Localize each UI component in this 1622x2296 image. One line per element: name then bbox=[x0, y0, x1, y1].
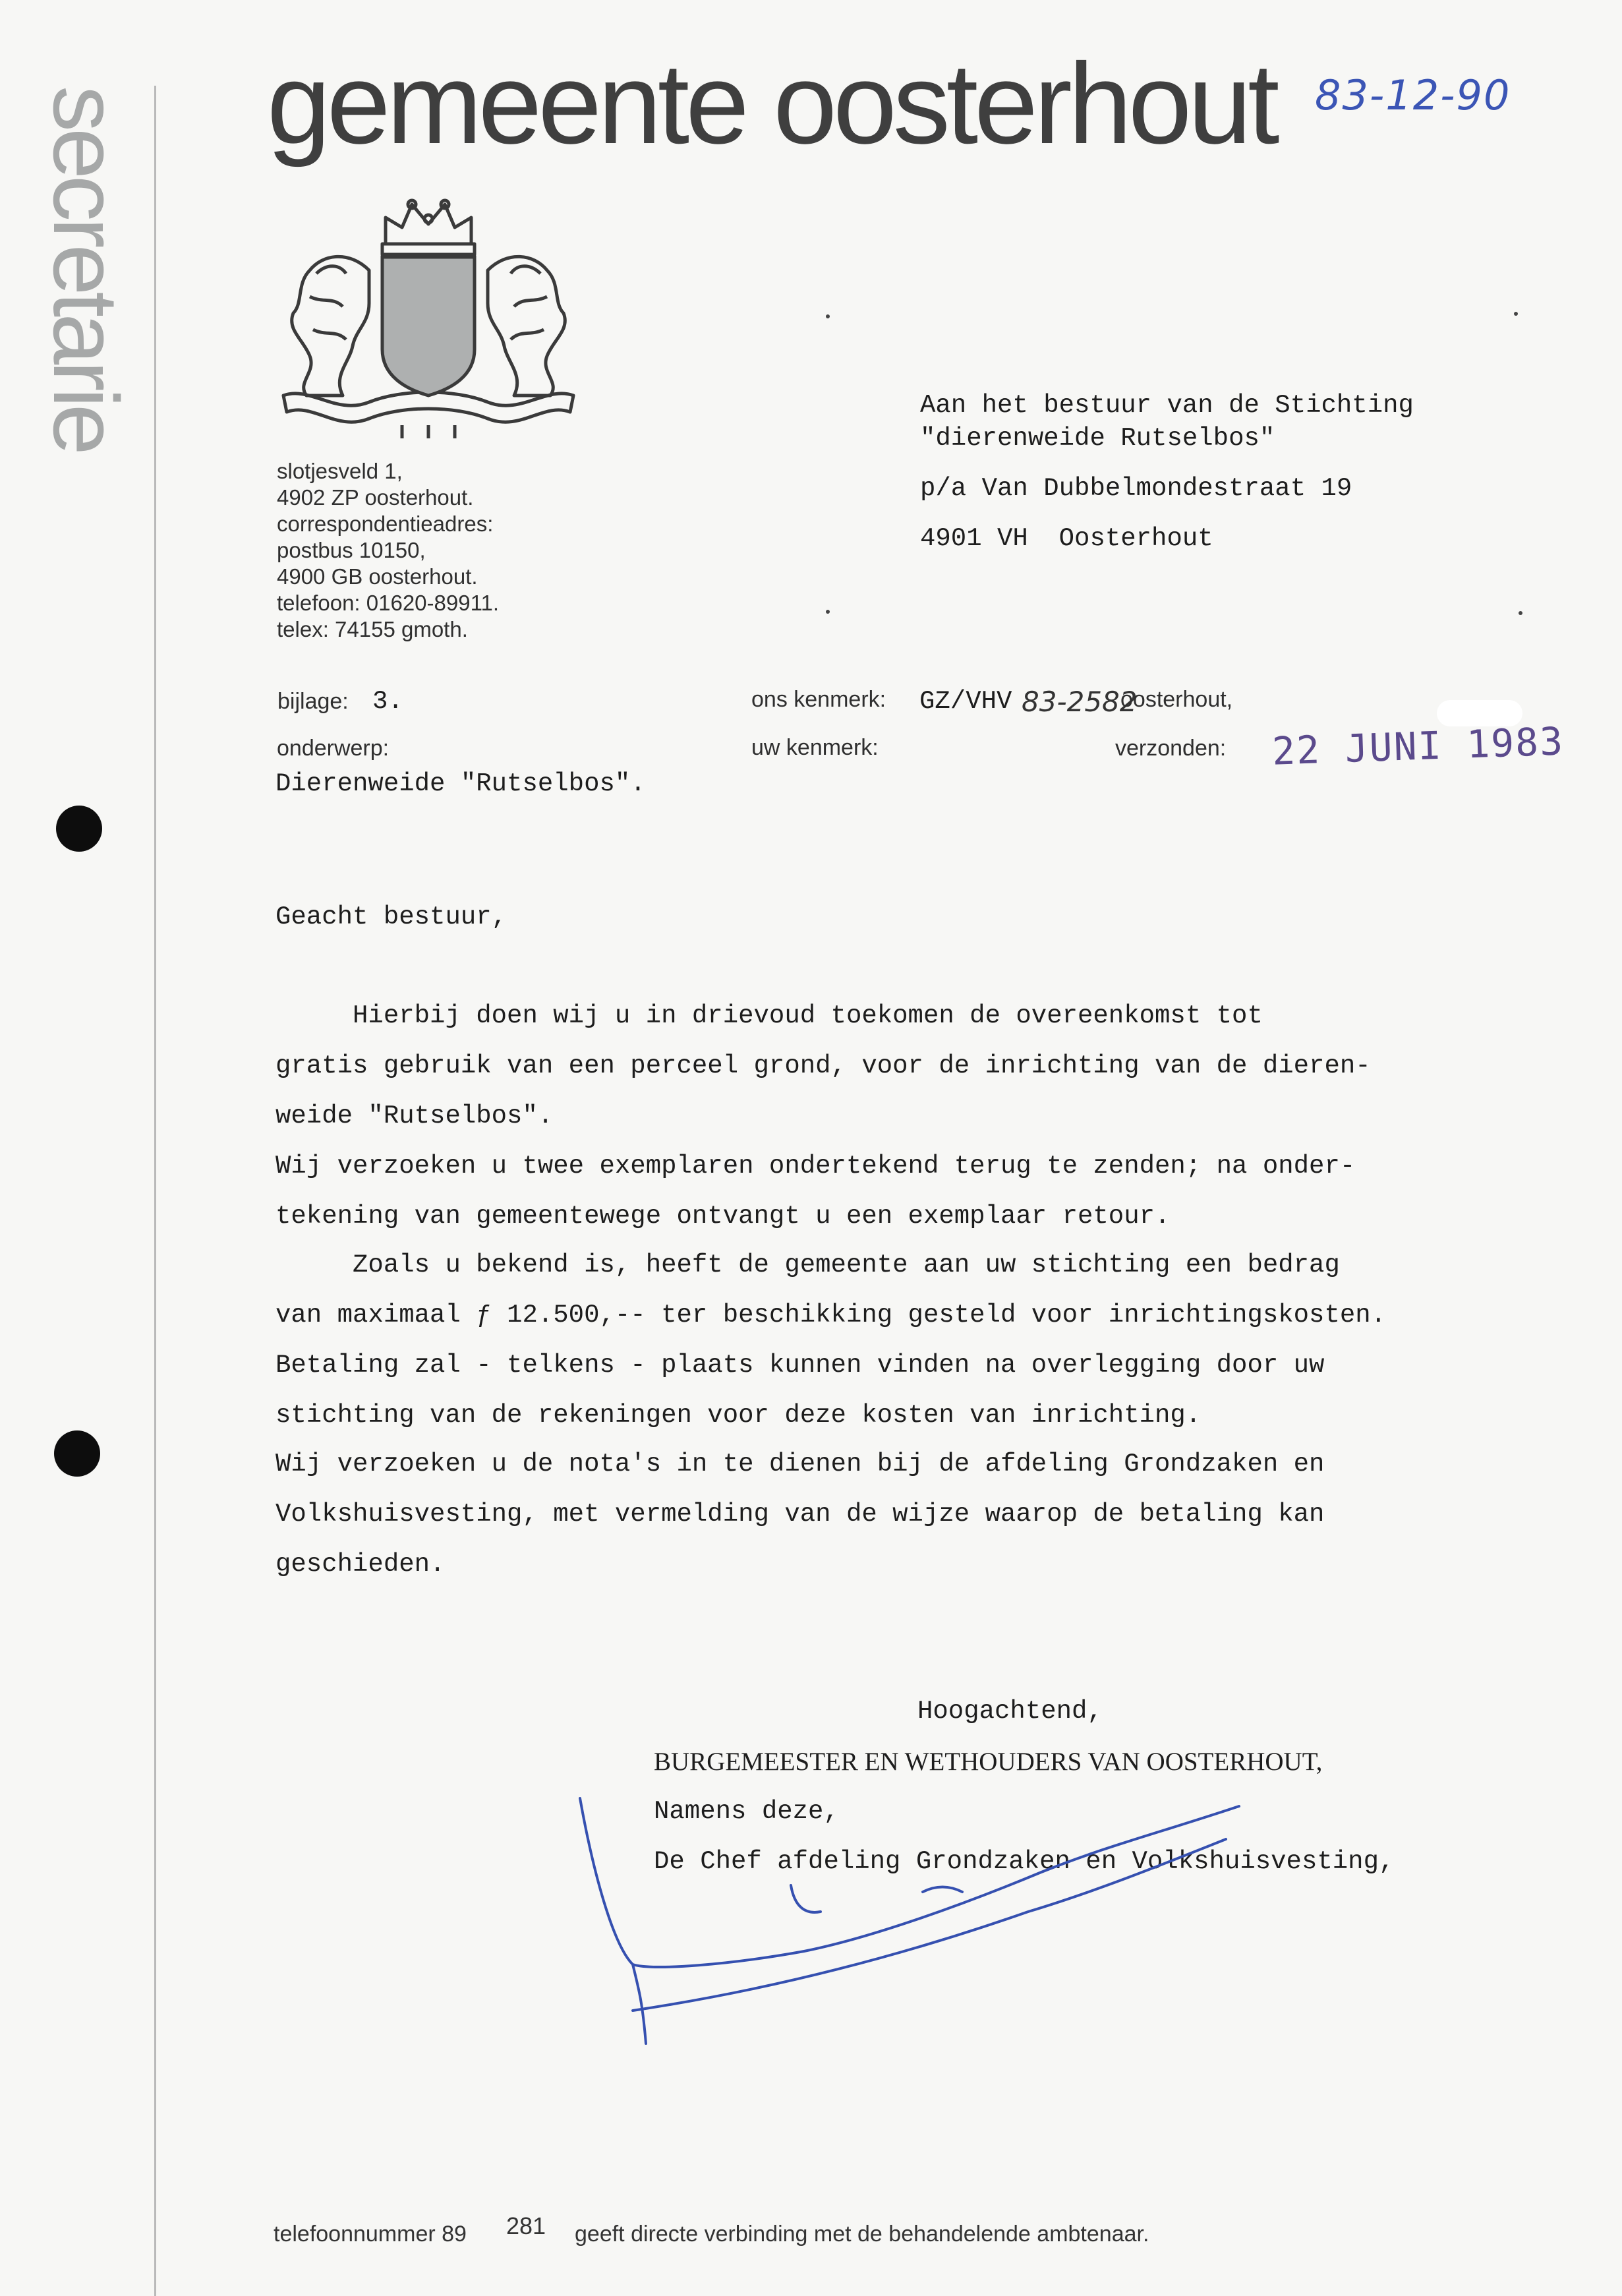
subject-label: onderwerp: bbox=[277, 736, 390, 761]
address-line: telex: 74155 gmoth. bbox=[277, 617, 468, 641]
body-line: Betaling zal - telkens - plaats kunnen vinden na overlegging door uw bbox=[275, 1351, 1325, 1380]
body-line: geschieden. bbox=[275, 1550, 446, 1579]
address-line: 4900 GB oosterhout. bbox=[277, 564, 478, 589]
your-reference-label: uw kenmerk: bbox=[751, 735, 879, 760]
municipality-name: gemeente oosterhout bbox=[267, 39, 1276, 167]
address-line: postbus 10150, bbox=[277, 538, 426, 562]
coat-of-arms-logo bbox=[270, 198, 587, 442]
address-line: telefoon: 01620-89911. bbox=[277, 591, 500, 615]
margin-rule bbox=[154, 86, 156, 2296]
body-line: Zoals u bekend is, heeft de gemeente aan uw stichting een bedrag bbox=[275, 1251, 1340, 1280]
address-line: slotjesveld 1, bbox=[277, 459, 403, 483]
handwritten-signature bbox=[567, 1793, 1305, 2057]
recipient-line: "dierenweide Rutselbos" bbox=[920, 424, 1275, 453]
on-behalf-line: Namens deze, bbox=[654, 1797, 839, 1826]
body-line: stichting van de rekeningen voor deze kosten van inrichting. bbox=[275, 1401, 1202, 1430]
body-line: Wij verzoeken u de nota's in te dienen bij de afdeling Grondzaken en bbox=[275, 1450, 1325, 1479]
body-line: weide "Rutselbos". bbox=[275, 1102, 554, 1131]
registration-dot bbox=[826, 314, 830, 318]
footer-phone-prefix: telefoonnummer 89 bbox=[274, 2222, 467, 2247]
handwritten-date: 83-12-90 bbox=[1315, 71, 1511, 119]
punch-hole bbox=[56, 806, 102, 852]
punch-hole bbox=[54, 1430, 100, 1477]
our-reference-value: GZ/VHV bbox=[919, 687, 1012, 716]
closing-greeting: Hoogachtend, bbox=[917, 1697, 1103, 1726]
recipient-line: 4901 VH Oosterhout bbox=[920, 524, 1213, 553]
registration-dot bbox=[1519, 611, 1522, 615]
sent-date-label: verzonden: bbox=[1115, 736, 1227, 761]
salutation: Geacht bestuur, bbox=[275, 902, 507, 931]
signing-authority: BURGEMEESTER EN WETHOUDERS VAN OOSTERHOUT, bbox=[654, 1748, 1323, 1776]
attachment-value: 3. bbox=[372, 687, 403, 716]
subject-value: Dierenweide "Rutselbos". bbox=[275, 769, 646, 798]
department-label: secretarie bbox=[34, 86, 138, 452]
registration-dot bbox=[1514, 312, 1518, 316]
recipient-line: p/a Van Dubbelmondestraat 19 bbox=[920, 474, 1352, 503]
body-line: gratis gebruik van een perceel grond, voor de inrichting van de dieren- bbox=[275, 1051, 1371, 1080]
registration-dot bbox=[826, 610, 830, 614]
body-line: Volkshuisvesting, met vermelding van de wijze waarop de betaling kan bbox=[275, 1500, 1325, 1529]
date-stamp: 22 JUNI 1983 bbox=[1271, 719, 1565, 774]
body-line: Wij verzoeken u twee exemplaren ondertekend terug te zenden; na onder- bbox=[275, 1152, 1356, 1181]
address-line: correspondentieadres: bbox=[277, 512, 494, 536]
our-reference-label: ons kenmerk: bbox=[751, 687, 886, 712]
attachment-label: bijlage: bbox=[277, 689, 349, 714]
body-line: Hierbij doen wij u in drievoud toekomen de overeenkomst tot bbox=[275, 1001, 1263, 1030]
footer-phone-extension: 281 bbox=[506, 2212, 546, 2239]
municipal-address bbox=[277, 458, 499, 643]
recipient-line: Aan het bestuur van de Stichting bbox=[920, 391, 1414, 420]
body-line: van maximaal ƒ 12.500,-- ter beschikking gesteld voor inrichtingskosten. bbox=[275, 1301, 1387, 1330]
address-line: 4902 ZP oosterhout. bbox=[277, 485, 474, 510]
handwritten-reference: 83-2582 bbox=[1022, 686, 1138, 718]
body-line: tekening van gemeentewege ontvangt u een exemplaar retour. bbox=[275, 1202, 1171, 1231]
signatory-title: De Chef afdeling Grondzaken en Volkshuisvesting, bbox=[654, 1847, 1395, 1876]
place-label: oosterhout, bbox=[1120, 687, 1233, 712]
footer-note: geeft directe verbinding met de behandelende ambtenaar. bbox=[575, 2222, 1149, 2247]
